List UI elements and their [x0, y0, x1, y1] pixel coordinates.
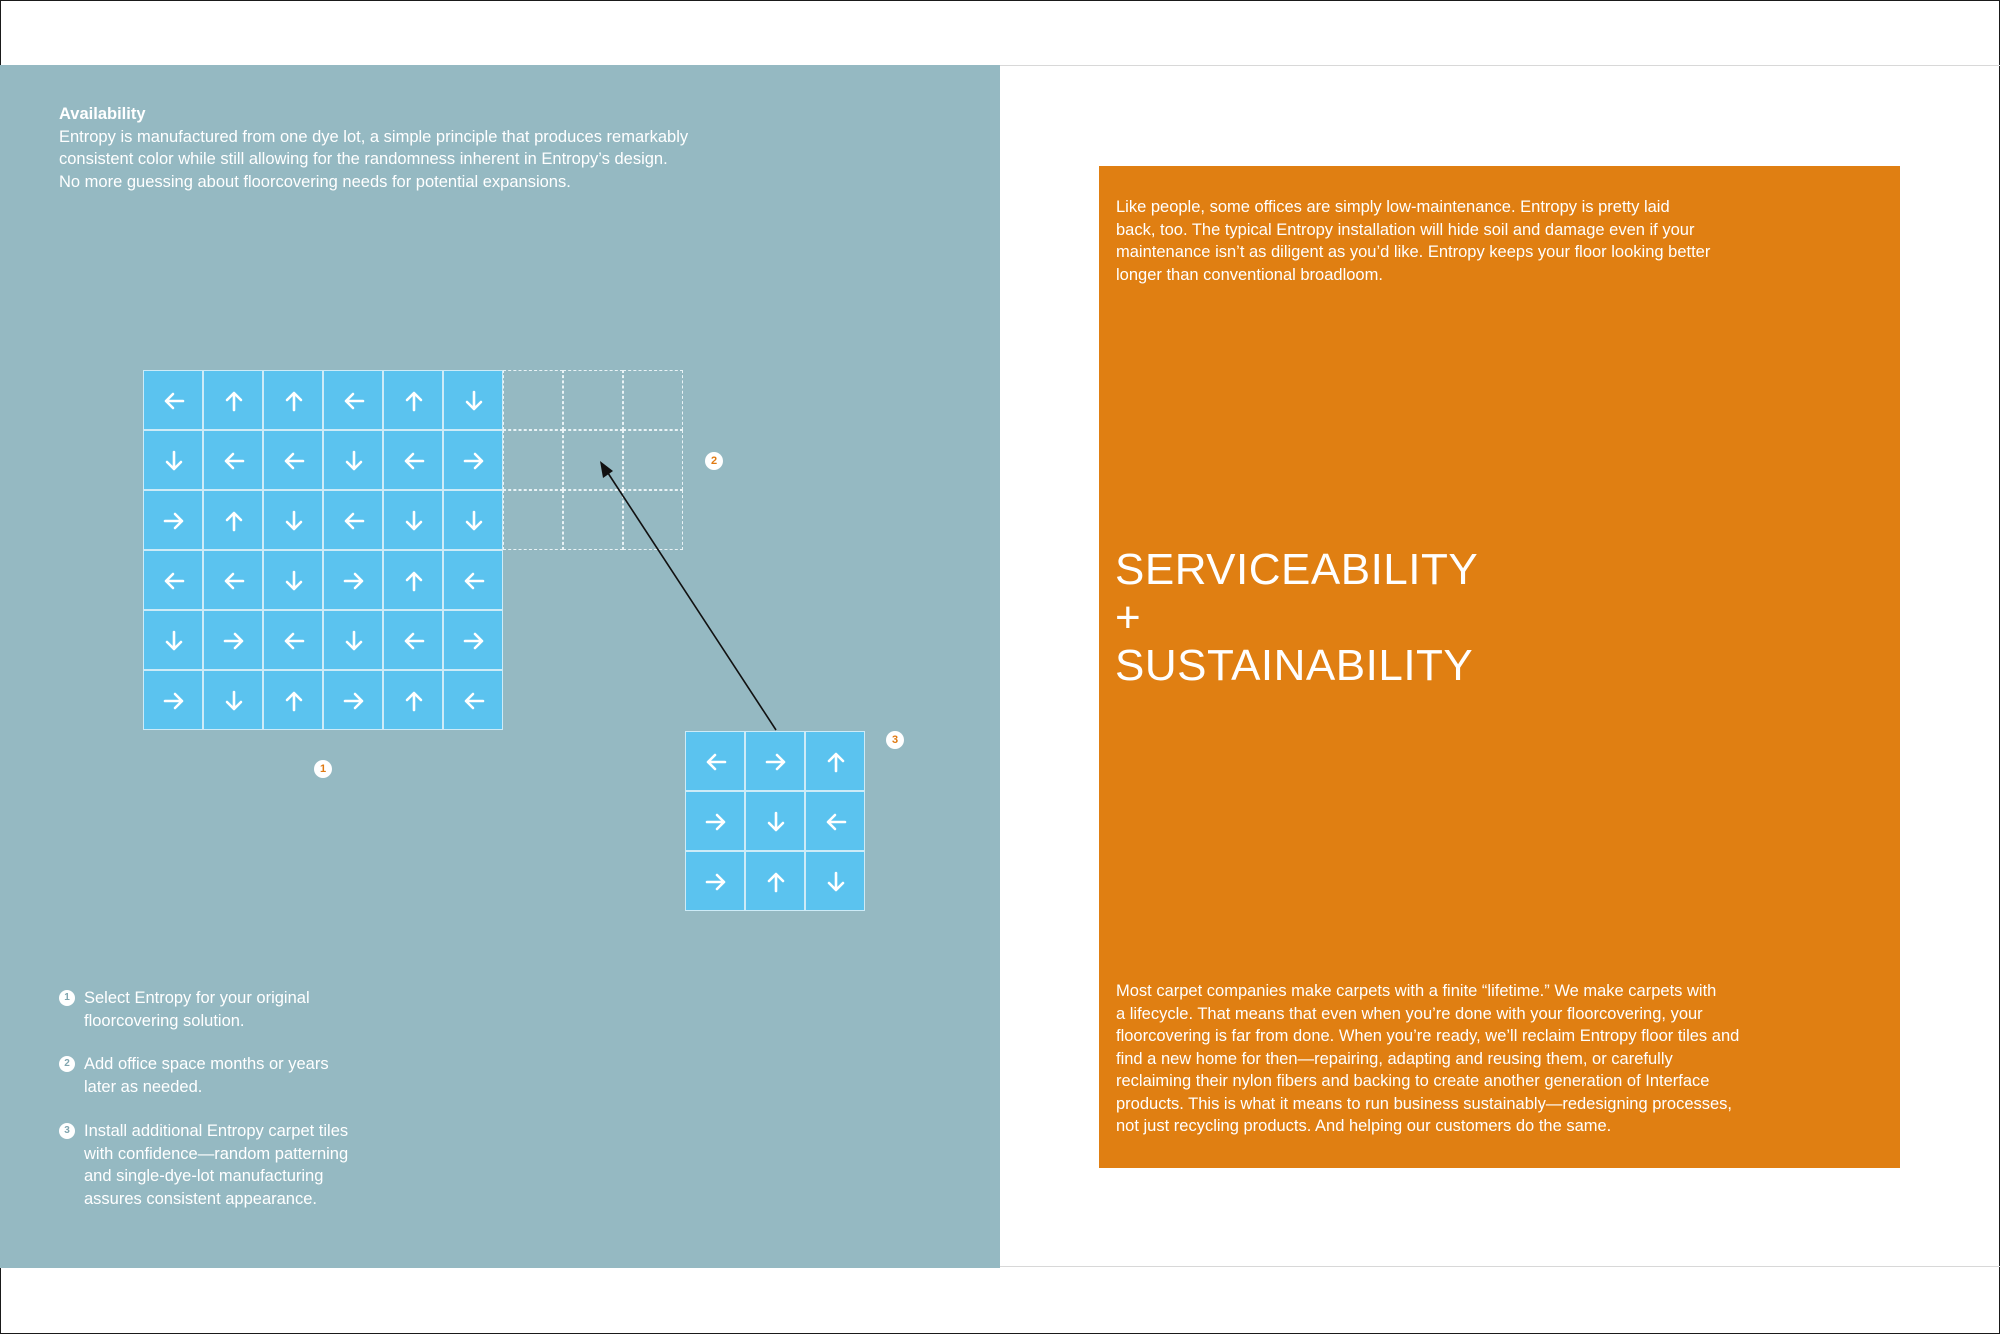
carpet-tile — [203, 550, 263, 610]
sustainability-paragraph — [1116, 980, 1816, 1138]
legend-number: 3 — [59, 1123, 75, 1139]
carpet-tile — [263, 430, 323, 490]
carpet-tile — [443, 550, 503, 610]
arrow-left-icon — [282, 449, 306, 473]
legend-line: Select Entropy for your original — [84, 989, 310, 1007]
carpet-tile — [263, 550, 323, 610]
carpet-tile — [383, 370, 443, 430]
arrow-left-icon — [162, 389, 186, 413]
arrow-up-icon — [402, 689, 426, 713]
carpet-tile — [143, 550, 203, 610]
arrow-right-icon — [342, 569, 366, 593]
arrow-up-icon — [222, 389, 246, 413]
heading-line: SUSTAINABILITY — [1115, 641, 1474, 690]
arrow-left-icon — [402, 629, 426, 653]
arrow-right-icon — [462, 629, 486, 653]
carpet-tile — [143, 430, 203, 490]
arrow-left-icon — [162, 569, 186, 593]
arrow-right-icon — [764, 750, 788, 774]
arrow-left-icon — [824, 810, 848, 834]
arrow-up-icon — [824, 750, 848, 774]
arrow-down-icon — [162, 629, 186, 653]
arrow-left-icon — [222, 569, 246, 593]
carpet-tile — [323, 490, 383, 550]
arrow-left-icon — [704, 750, 728, 774]
legend-line: Install additional Entropy carpet tiles — [84, 1122, 349, 1140]
carpet-tile — [805, 731, 865, 791]
arrow-right-icon — [342, 689, 366, 713]
paragraph-line: back, too. The typical Entropy installation will hide soil and damage even if your — [1116, 220, 1695, 239]
carpet-tile — [805, 791, 865, 851]
arrow-right-icon — [162, 509, 186, 533]
carpet-tile — [263, 370, 323, 430]
carpet-tile — [745, 851, 805, 911]
availability-line: consistent color while still allowing for the randomness inherent in Entropy’s design. — [59, 150, 668, 168]
arrow-left-icon — [462, 689, 486, 713]
expansion-placeholder — [563, 370, 623, 430]
carpet-tile — [685, 731, 745, 791]
arrow-down-icon — [282, 509, 306, 533]
arrow-left-icon — [342, 389, 366, 413]
carpet-tile — [203, 370, 263, 430]
arrow-right-icon — [222, 629, 246, 653]
carpet-tile — [143, 490, 203, 550]
carpet-tile — [203, 670, 263, 730]
carpet-tile — [443, 610, 503, 670]
carpet-tile — [443, 490, 503, 550]
carpet-tile — [143, 610, 203, 670]
carpet-tile — [685, 791, 745, 851]
bottom-rule — [1000, 1266, 2000, 1267]
arrow-right-icon — [704, 810, 728, 834]
arrow-right-icon — [162, 689, 186, 713]
arrow-left-icon — [342, 509, 366, 533]
paragraph-line: longer than conventional broadloom. — [1116, 265, 1383, 284]
carpet-tile — [143, 670, 203, 730]
carpet-tile — [383, 670, 443, 730]
legend-line: later as needed. — [84, 1077, 203, 1096]
legend-line: floorcovering solution. — [84, 1011, 245, 1030]
marker-1: 1 — [314, 760, 332, 778]
availability-line: Entropy is manufactured from one dye lot, a simple principle that produces remarkably — [59, 127, 689, 146]
carpet-tile — [323, 610, 383, 670]
carpet-tile — [383, 550, 443, 610]
carpet-tile — [323, 670, 383, 730]
arrow-down-icon — [282, 569, 306, 593]
expansion-placeholder — [503, 490, 563, 550]
carpet-tile — [745, 731, 805, 791]
serviceability-panel — [1099, 166, 1900, 1168]
arrow-left-icon — [402, 449, 426, 473]
carpet-tile — [203, 430, 263, 490]
expansion-placeholder — [503, 430, 563, 490]
paragraph-line: Most carpet companies make carpets with a finite “lifetime.” We make carpets with — [1116, 982, 1717, 1000]
top-rule — [1000, 65, 2000, 66]
arrow-down-icon — [462, 509, 486, 533]
carpet-tile — [383, 610, 443, 670]
carpet-tile — [383, 430, 443, 490]
maintenance-paragraph — [1116, 196, 1796, 286]
carpet-tile — [443, 670, 503, 730]
arrow-left-icon — [462, 569, 486, 593]
carpet-tile — [443, 430, 503, 490]
arrow-left-icon — [282, 629, 306, 653]
expansion-placeholder — [503, 370, 563, 430]
arrow-down-icon — [764, 810, 788, 834]
availability-line: No more guessing about floorcovering needs for potential expansions. — [59, 172, 571, 191]
carpet-tile — [745, 791, 805, 851]
arrow-left-icon — [222, 449, 246, 473]
arrow-up-icon — [282, 689, 306, 713]
arrow-right-icon — [462, 449, 486, 473]
paragraph-line: a lifecycle. That means that even when you’re done with your floorcovering, your — [1116, 1004, 1703, 1023]
arrow-down-icon — [222, 689, 246, 713]
paragraph-line: Like people, some offices are simply low-maintenance. Entropy is pretty laid — [1116, 198, 1670, 216]
arrow-up-icon — [402, 569, 426, 593]
availability-title: Availability — [59, 105, 146, 123]
expansion-placeholder — [623, 490, 683, 550]
legend-line: assures consistent appearance. — [84, 1189, 317, 1208]
heading-line: SERVICEABILITY — [1115, 545, 1479, 594]
marker-3: 3 — [886, 731, 904, 749]
carpet-tile — [263, 670, 323, 730]
carpet-tile — [443, 370, 503, 430]
arrow-right-icon — [704, 870, 728, 894]
expansion-placeholder — [563, 430, 623, 490]
paragraph-line: products. This is what it means to run business sustainably—redesigning processes, — [1116, 1094, 1733, 1113]
carpet-tile — [805, 851, 865, 911]
arrow-down-icon — [824, 870, 848, 894]
arrow-up-icon — [222, 509, 246, 533]
arrow-down-icon — [462, 389, 486, 413]
expansion-placeholder — [563, 490, 623, 550]
carpet-tile — [383, 490, 443, 550]
legend-line: with confidence—random patterning — [84, 1144, 349, 1163]
paragraph-line: maintenance isn’t as diligent as you’d like. Entropy keeps your floor looking better — [1116, 243, 1711, 261]
paragraph-line: find a new home for then—repairing, adapting and reusing them, or carefully — [1116, 1049, 1673, 1068]
carpet-tile — [143, 370, 203, 430]
expansion-placeholder — [623, 430, 683, 490]
paragraph-line: reclaiming their nylon fibers and backing to create another generation of Interface — [1116, 1072, 1710, 1090]
carpet-tile — [263, 490, 323, 550]
carpet-tile — [263, 610, 323, 670]
legend-line: and single-dye-lot manufacturing — [84, 1167, 324, 1185]
arrow-up-icon — [282, 389, 306, 413]
arrow-down-icon — [402, 509, 426, 533]
carpet-tile — [323, 370, 383, 430]
paragraph-line: not just recycling products. And helping our customers do the same. — [1116, 1117, 1612, 1135]
legend-number: 2 — [59, 1056, 75, 1072]
arrow-up-icon — [402, 389, 426, 413]
expansion-placeholder — [623, 370, 683, 430]
section-heading — [1115, 546, 1478, 690]
marker-2: 2 — [705, 452, 723, 470]
legend-number: 1 — [59, 990, 75, 1006]
carpet-tile — [203, 490, 263, 550]
carpet-tile — [203, 610, 263, 670]
arrow-up-icon — [764, 870, 788, 894]
arrow-down-icon — [342, 629, 366, 653]
arrow-down-icon — [342, 449, 366, 473]
carpet-tile — [323, 430, 383, 490]
paragraph-line: floorcovering is far from done. When you’re ready, we’ll reclaim Entropy floor tiles and — [1116, 1027, 1740, 1045]
heading-line: + — [1115, 593, 1142, 642]
carpet-tile — [323, 550, 383, 610]
availability-text — [59, 103, 779, 193]
carpet-tile — [685, 851, 745, 911]
arrow-down-icon — [162, 449, 186, 473]
legend-line: Add office space months or years — [84, 1055, 329, 1073]
